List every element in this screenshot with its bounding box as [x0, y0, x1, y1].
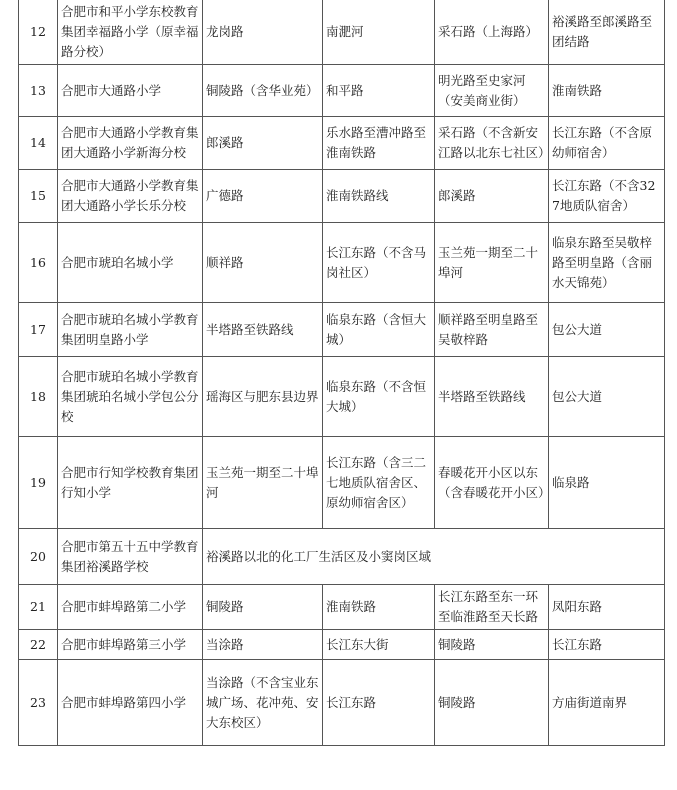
row-number: 23: [19, 660, 58, 746]
east-boundary: 春暖花开小区以东（含春暖花开小区）: [435, 437, 549, 529]
west-boundary: 龙岗路: [203, 0, 323, 65]
school-name: 合肥市大通路小学: [58, 65, 203, 117]
table-row: [19, 223, 665, 303]
north-boundary: 长江东路（含三二七地质队宿舍区、原幼师宿舍区）: [323, 437, 435, 529]
table-row: [19, 357, 665, 437]
row-number: 17: [19, 303, 58, 357]
school-name: 合肥市蚌埠路第二小学: [58, 585, 203, 630]
east-boundary: 采石路（上海路）: [435, 0, 549, 65]
south-boundary: 临泉路: [549, 437, 665, 529]
east-boundary: 长江东路至东一环至临淮路至天长路: [435, 585, 549, 630]
south-boundary: 淮南铁路: [549, 65, 665, 117]
south-boundary: 长江东路（不含327地质队宿舍）: [549, 170, 665, 223]
row-number: 20: [19, 529, 58, 585]
table-row: [19, 437, 665, 529]
table-row: [19, 0, 665, 65]
south-boundary: 裕溪路至郎溪路至团结路: [549, 0, 665, 65]
table-row: [19, 117, 665, 170]
south-boundary: 长江东路（不含原幼师宿舍）: [549, 117, 665, 170]
east-boundary: 郎溪路: [435, 170, 549, 223]
row-number: 16: [19, 223, 58, 303]
row-number: 18: [19, 357, 58, 437]
west-boundary: 玉兰苑一期至二十埠河: [203, 437, 323, 529]
row-number: 14: [19, 117, 58, 170]
south-boundary: 凤阳东路: [549, 585, 665, 630]
school-district-table: [18, 0, 665, 746]
east-boundary: 玉兰苑一期至二十埠河: [435, 223, 549, 303]
row-number: 15: [19, 170, 58, 223]
east-boundary: 铜陵路: [435, 630, 549, 660]
north-boundary: 临泉东路（含恒大城）: [323, 303, 435, 357]
school-name: 合肥市行知学校教育集团行知小学: [58, 437, 203, 529]
row-number: 12: [19, 0, 58, 65]
west-boundary: 广德路: [203, 170, 323, 223]
west-boundary: 铜陵路: [203, 585, 323, 630]
table-row: [19, 529, 665, 585]
table-row: [19, 65, 665, 117]
school-name: 合肥市琥珀名城小学: [58, 223, 203, 303]
east-boundary: 采石路（不含新安江路以北东七社区）: [435, 117, 549, 170]
school-name: 合肥市大通路小学教育集团大通路小学新海分校: [58, 117, 203, 170]
table-row: [19, 585, 665, 630]
row-number: 13: [19, 65, 58, 117]
school-name: 合肥市蚌埠路第四小学: [58, 660, 203, 746]
district-area: 裕溪路以北的化工厂生活区及小窦岗区域: [203, 529, 665, 585]
school-name: 合肥市琥珀名城小学教育集团琥珀名城小学包公分校: [58, 357, 203, 437]
table-row: [19, 630, 665, 660]
east-boundary: 顺祥路至明皇路至吴敬梓路: [435, 303, 549, 357]
north-boundary: 淮南铁路: [323, 585, 435, 630]
west-boundary: 铜陵路（含华业苑）: [203, 65, 323, 117]
north-boundary: 南淝河: [323, 0, 435, 65]
row-number: 22: [19, 630, 58, 660]
school-name: 合肥市琥珀名城小学教育集团明皇路小学: [58, 303, 203, 357]
school-name: 合肥市和平小学东校教育集团幸福路小学（原幸福路分校）: [58, 0, 203, 65]
west-boundary: 当涂路（不含宝业东城广场、花冲苑、安大东校区）: [203, 660, 323, 746]
table-row: [19, 170, 665, 223]
east-boundary: 明光路至史家河（安美商业街）: [435, 65, 549, 117]
north-boundary: 乐水路至漕冲路至淮南铁路: [323, 117, 435, 170]
east-boundary: 铜陵路: [435, 660, 549, 746]
south-boundary: 包公大道: [549, 303, 665, 357]
south-boundary: 包公大道: [549, 357, 665, 437]
north-boundary: 长江东路（不含马岗社区）: [323, 223, 435, 303]
west-boundary: 瑶海区与肥东县边界: [203, 357, 323, 437]
north-boundary: 长江东路: [323, 660, 435, 746]
south-boundary: 方庙街道南界: [549, 660, 665, 746]
south-boundary: 长江东路: [549, 630, 665, 660]
south-boundary: 临泉东路至吴敬梓路至明皇路（含丽水天锦苑）: [549, 223, 665, 303]
north-boundary: 长江东大街: [323, 630, 435, 660]
row-number: 19: [19, 437, 58, 529]
west-boundary: 半塔路至铁路线: [203, 303, 323, 357]
school-name: 合肥市第五十五中学教育集团裕溪路学校: [58, 529, 203, 585]
west-boundary: 当涂路: [203, 630, 323, 660]
east-boundary: 半塔路至铁路线: [435, 357, 549, 437]
west-boundary: 顺祥路: [203, 223, 323, 303]
row-number: 21: [19, 585, 58, 630]
school-name: 合肥市大通路小学教育集团大通路小学长乐分校: [58, 170, 203, 223]
west-boundary: 郎溪路: [203, 117, 323, 170]
table-row: [19, 660, 665, 746]
school-name: 合肥市蚌埠路第三小学: [58, 630, 203, 660]
north-boundary: 淮南铁路线: [323, 170, 435, 223]
north-boundary: 临泉东路（不含恒大城）: [323, 357, 435, 437]
north-boundary: 和平路: [323, 65, 435, 117]
table-row: [19, 303, 665, 357]
